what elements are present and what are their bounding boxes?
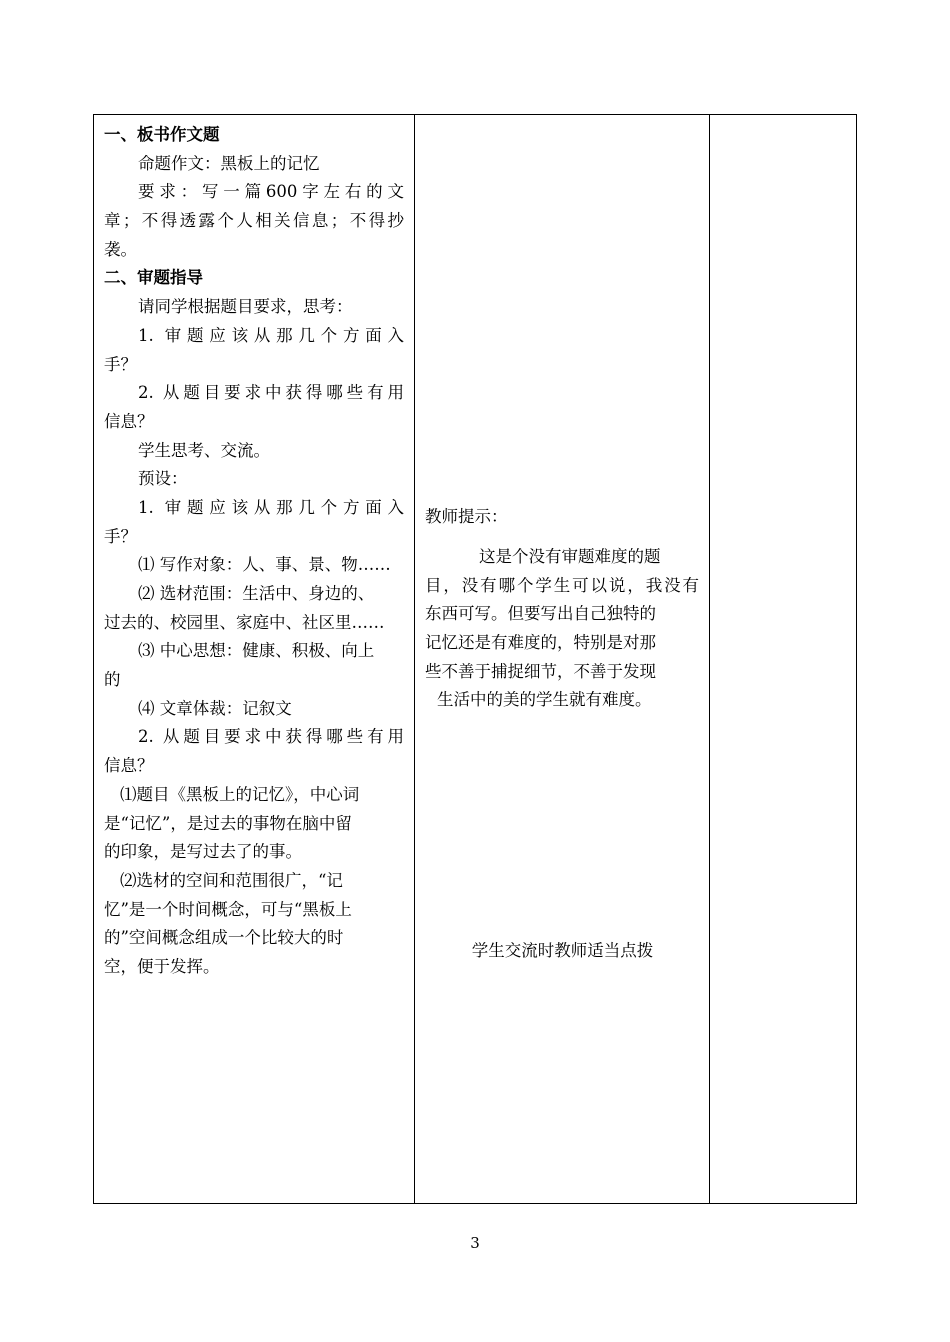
question-line: 手？	[104, 354, 137, 374]
answer-line: 的	[104, 670, 121, 690]
text-line: 预设：	[138, 469, 188, 489]
remarks-column	[710, 115, 856, 1203]
answer-line: 的印象，是写过去了的事。	[104, 842, 302, 862]
answer-line: ⑵ 选材范围：生活中、身边的、	[138, 584, 375, 603]
lesson-table	[93, 114, 857, 1204]
answer-line: 是“记忆”，是过去的事物在脑中留	[104, 813, 352, 833]
answer-line: 1. 审题应该从那几个方面入	[138, 497, 404, 517]
question-line: 2. 从题目要求中获得哪些有用	[138, 383, 404, 403]
answer-line: 信息？	[104, 756, 154, 776]
answer-line: ⑷ 文章体裁：记叙文	[138, 698, 292, 718]
section-heading-1: 一、板书作文题	[104, 125, 220, 144]
requirement-line: 袭。	[104, 239, 137, 259]
tip-line: 目，没有哪个学生可以说，我没有	[425, 575, 699, 595]
answer-line: ⑴题目《黑板上的记忆》，中心词	[120, 784, 360, 804]
answer-line: ⑶ 中心思想：健康、积极、向上	[138, 641, 375, 661]
answer-line: ⑵选材的空间和范围很广，“记	[120, 870, 343, 890]
tip-line: 生活中的美的学生就有难度。	[437, 690, 652, 710]
tip-line: 些不善于捕捉细节，不善于发现	[425, 661, 656, 681]
tip-line: 东西可写。但要写出自己独特的	[425, 604, 656, 624]
text-line: 请同学根据题目要求，思考：	[138, 297, 353, 317]
answer-line: ⑴ 写作对象：人、事、景、物……	[138, 555, 391, 575]
teacher-notes-column	[415, 115, 710, 1203]
page-number: 3	[470, 1234, 480, 1252]
question-line: 1. 审题应该从那几个方面入	[138, 325, 404, 345]
tip-line: 记忆还是有难度的，特别是对那	[425, 633, 656, 653]
requirement-line: 要求：写一篇600字左右的文	[138, 182, 404, 202]
answer-line: 忆”是一个时间概念，可与“黑板上	[104, 899, 352, 919]
answer-line: 过去的、校园里、家庭中、社区里……	[104, 612, 385, 632]
answer-line: 的”空间概念组成一个比较大的时	[104, 928, 344, 948]
content-column	[94, 115, 415, 1203]
section-heading-2: 二、审题指导	[104, 268, 203, 288]
answer-line: 空，便于发挥。	[104, 956, 220, 976]
answer-line: 2. 从题目要求中获得哪些有用	[138, 727, 404, 747]
answer-line: 手？	[104, 526, 137, 546]
teacher-tip-label: 教师提示：	[425, 507, 508, 526]
teacher-guidance-note: 学生交流时教师适当点拨	[471, 941, 654, 960]
question-line: 信息？	[104, 411, 154, 431]
tip-line: 这是个没有审题难度的题	[479, 547, 661, 566]
teacher-tip-text	[425, 543, 699, 715]
requirement-line: 章；不得透露个人相关信息；不得抄	[104, 211, 404, 231]
essay-title-line: 命题作文：黑板上的记忆	[138, 153, 320, 173]
text-line: 学生思考、交流。	[138, 440, 270, 460]
